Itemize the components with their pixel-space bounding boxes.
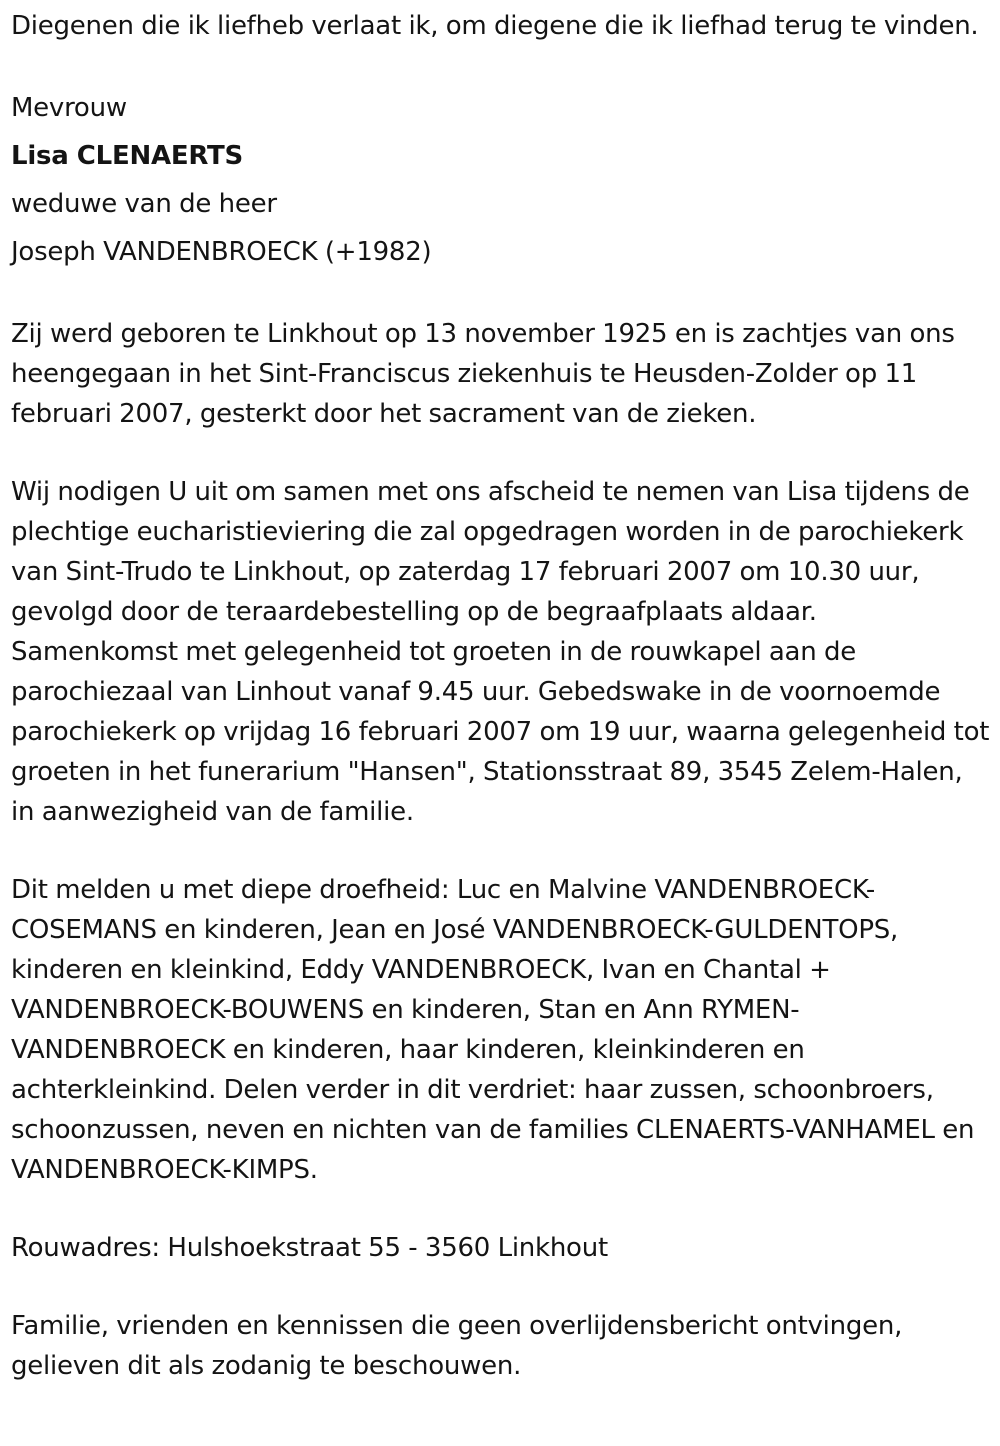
closing-paragraph: Familie, vrienden en kennissen die geen overlijdensbericht ontvingen, gelieven dit als zodanig te beschouwen.	[11, 1311, 903, 1381]
relation-text: weduwe van de heer	[11, 189, 277, 219]
spacer	[11, 1268, 991, 1306]
spacer	[11, 434, 991, 472]
spouse-name: Joseph VANDENBROECK (+1982)	[11, 237, 432, 267]
salutation-text: Mevrouw	[11, 93, 127, 123]
spacer	[11, 832, 991, 870]
deceased-name: Lisa CLENAERTS	[11, 141, 243, 171]
family-paragraph: Dit melden u met diepe droefheid: Luc en Malvine VANDENBROECK-COSEMANS en kinderen, Jean en José VANDENBROECK-GULDENTOPS, kinderen en kleinkind, Eddy VANDENBROECK, Ivan en Chantal + VANDENBROECK-BOUWENS en kinderen, Stan en Ann RYMEN-VANDENBROECK en kinderen, haar kinderen, kleinkinderen en achterkleinkind. Delen verder in dit verdriet: haar zussen, schoonbroers, schoonzussen, neven en nichten van de families CLENAERTS-VANHAMEL en VANDENBROECK-KIMPS.	[11, 875, 975, 1185]
birth-death-paragraph: Zij werd geboren te Linkhout op 13 november 1925 en is zachtjes van ons heengegaan in het Sint-Franciscus ziekenhuis te Heusden-Zolder op 11 februari 2007, gesterkt door het sacrament van de zieken.	[11, 319, 955, 429]
spacer	[11, 1190, 991, 1228]
obituary-notice	[11, 6, 991, 1386]
deceased-block	[11, 84, 991, 276]
spacer	[11, 276, 991, 314]
address-paragraph: Rouwadres: Hulshoekstraat 55 - 3560 Linkhout	[11, 1233, 608, 1263]
spacer	[11, 46, 991, 84]
motto-text: Diegenen die ik liefheb verlaat ik, om diegene die ik liefhad terug te vinden.	[11, 11, 979, 41]
ceremony-paragraph: Wij nodigen U uit om samen met ons afscheid te nemen van Lisa tijdens de plechtige eucharistieviering die zal opgedragen worden in de parochiekerk van Sint-Trudo te Linkhout, op zaterdag 17 februari 2007 om 10.30 uur, gevolgd door de teraardebestelling op de begraafplaats aldaar. Samenkomst met gelegenheid tot groeten in de rouwkapel aan de parochiezaal van Linhout vanaf 9.45 uur. Gebedswake in de voornoemde parochiekerk op vrijdag 16 februari 2007 om 19 uur, waarna gelegenheid tot groeten in het funerarium "Hansen", Stationsstraat 89, 3545 Zelem-Halen, in aanwezigheid van de familie.	[11, 477, 990, 827]
